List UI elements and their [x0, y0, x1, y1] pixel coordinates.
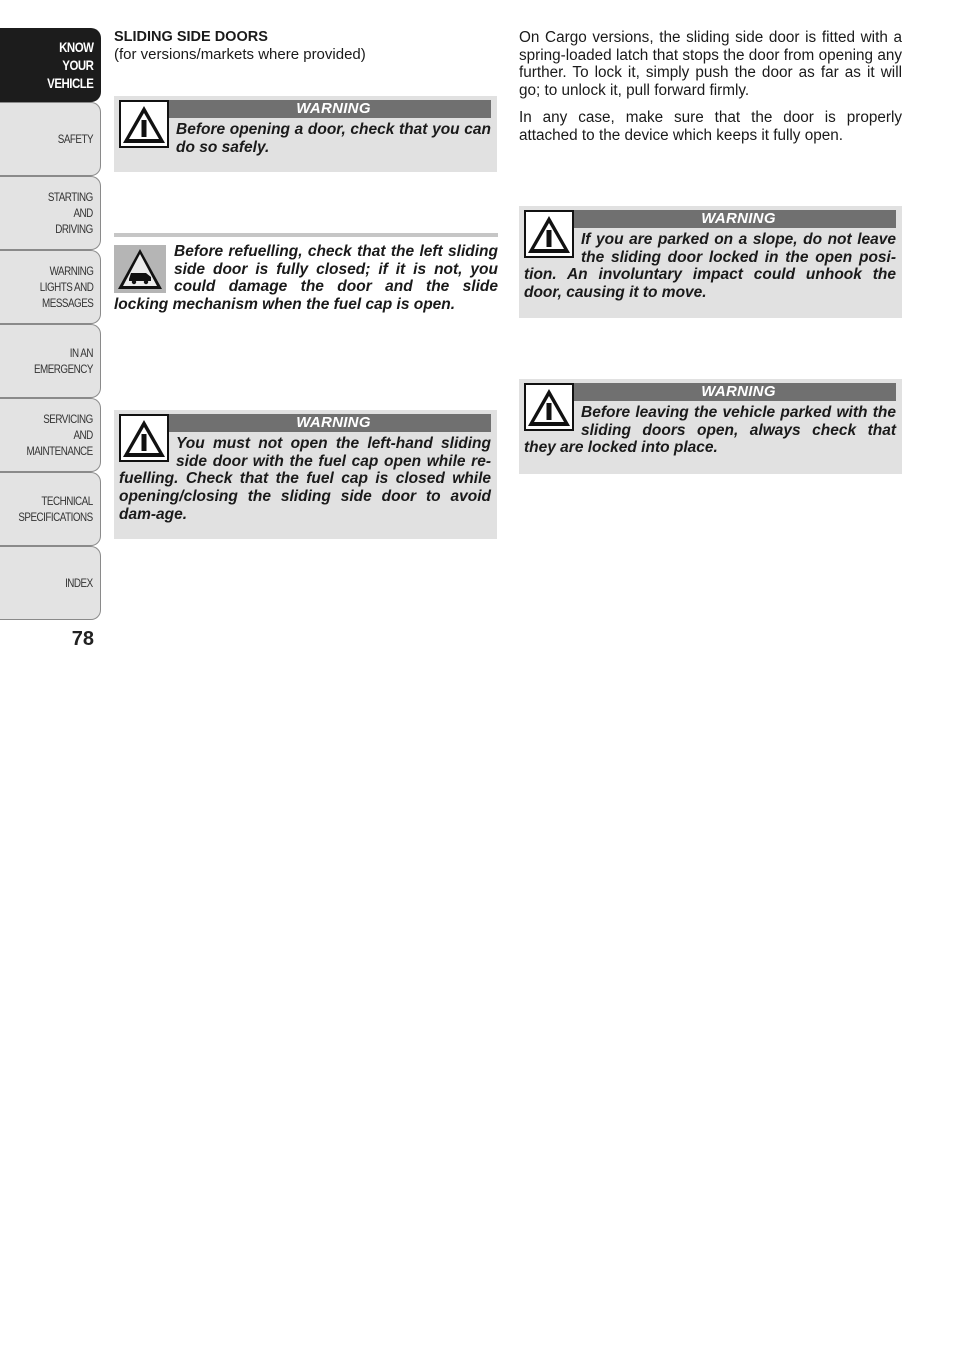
- tab-label: SERVICING AND MAINTENANCE: [26, 412, 93, 458]
- warning-triangle-icon: [524, 210, 574, 258]
- section-title: SLIDING SIDE DOORS: [114, 29, 268, 45]
- warning-text: Before opening a door, check that you can do so safely.: [176, 121, 491, 156]
- page-number: 78: [71, 628, 94, 650]
- vehicle-caution-icon: [114, 245, 166, 293]
- warning-triangle-icon: [119, 100, 169, 148]
- warning-box-slope: [519, 206, 902, 318]
- note-box-refuelling: [114, 233, 498, 314]
- warning-label: WARNING: [119, 100, 491, 118]
- body-paragraph-attach: In any case, make sure that the door is properly attached to the device which keeps it fully open.: [519, 109, 902, 144]
- tab-in-an-emergency[interactable]: [0, 324, 101, 398]
- section-heading: [114, 28, 498, 64]
- warning-triangle-icon: [524, 383, 574, 431]
- warning-box-parked: [519, 379, 902, 474]
- warning-text: Before leaving the vehicle parked with the sliding doors open, always check that they are locked into place.: [524, 404, 896, 457]
- tab-label: INDEX: [65, 576, 93, 590]
- tab-know-your-vehicle[interactable]: [0, 28, 101, 102]
- tab-safety[interactable]: [0, 102, 101, 176]
- tab-label: TECHNICAL SPECIFICATIONS: [18, 494, 93, 524]
- section-subtitle: (for versions/markets where provided): [114, 46, 366, 63]
- tab-technical-specifications[interactable]: [0, 472, 101, 546]
- warning-box-open-door: [114, 96, 497, 172]
- warning-label: WARNING: [524, 383, 896, 401]
- warning-triangle-icon: [119, 414, 169, 462]
- warning-label: WARNING: [119, 414, 491, 432]
- tab-label: KNOW YOUR VEHICLE: [46, 39, 93, 91]
- warning-label: WARNING: [524, 210, 896, 228]
- warning-text: You must not open the left-hand sliding side door with the fuel cap open while re-fuelling. Check that the fuel cap is closed while opening/closing the sliding side door to avoid dam-age.: [119, 435, 491, 523]
- warning-text: If you are parked on a slope, do not leave the sliding door locked in the open posi-tion. An involuntary impact could unhook the door, causing it to move.: [524, 231, 896, 302]
- tab-label: SAFETY: [57, 132, 93, 146]
- tab-servicing-and-maintenance[interactable]: [0, 398, 101, 472]
- body-paragraph-cargo: On Cargo versions, the sliding side door is fitted with a spring-loaded latch that stops the door from opening any further. To lock it, simply push the door as far as it will go; to unlock it, pull forward firmly.: [519, 29, 902, 100]
- warning-box-fuel-cap: [114, 410, 497, 539]
- tab-label: WARNING LIGHTS AND MESSAGES: [39, 264, 93, 310]
- tab-label: IN AN EMERGENCY: [33, 346, 93, 376]
- tab-starting-and-driving[interactable]: [0, 176, 101, 250]
- tab-warning-lights-and-messages[interactable]: [0, 250, 101, 324]
- tab-index[interactable]: [0, 546, 101, 620]
- tab-label: STARTING AND DRIVING: [48, 190, 93, 236]
- chapter-tabs: [0, 28, 101, 620]
- note-text: Before refuelling, check that the left sliding side door is fully closed; if it is not, you could damage the door and the slide locking mechanism when the fuel cap is open.: [114, 243, 498, 314]
